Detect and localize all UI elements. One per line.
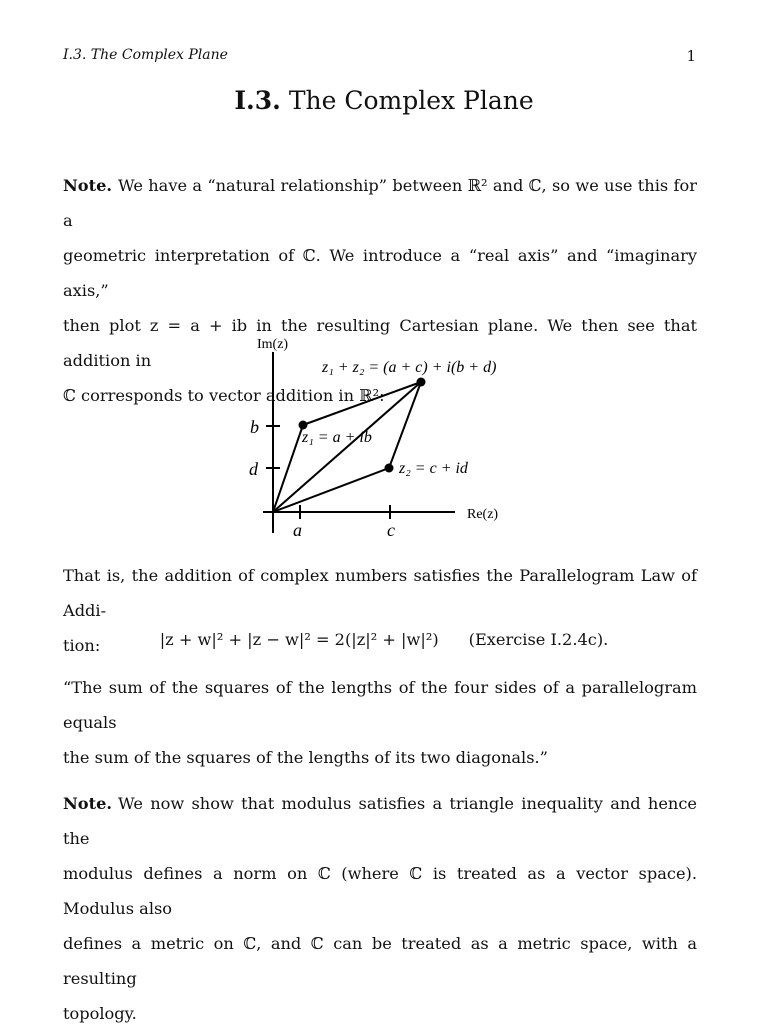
para1-line-1: We have a “natural relationship” between ℝ² and ℂ, so we use this for a xyxy=(63,176,697,230)
tick-a-label: a xyxy=(293,520,302,540)
section-number: I.3. xyxy=(234,86,281,115)
side-z1-sum xyxy=(303,382,421,425)
paragraph-note-2 xyxy=(63,786,697,1031)
para2-line-1: That is, the addition of complex numbers satisfies the Parallelogram Law of Addi- xyxy=(63,566,697,620)
point-z2 xyxy=(385,464,394,473)
para3-line-1: “The sum of the squares of the lengths of the four sides of a parallelogram equals xyxy=(63,678,697,732)
point-sum xyxy=(417,378,426,387)
page-number: 1 xyxy=(686,47,696,65)
equation-formula: |z + w|² + |z − w|² = 2(|z|² + |w|²) xyxy=(159,630,439,649)
running-header: I.3. The Complex Plane xyxy=(63,47,228,63)
para4-line-3: defines a metric on ℂ, and ℂ can be treated as a metric space, with a resulting xyxy=(63,934,697,988)
sum-label: z₁ + z₂ = (a + c) + i(b + d) xyxy=(322,359,497,376)
complex-plane-figure xyxy=(245,330,515,545)
para3-line-2: the sum of the squares of the lengths of its two diagonals.” xyxy=(63,748,548,767)
section-title-text: The Complex Plane xyxy=(288,86,534,115)
section-title xyxy=(0,86,768,115)
para4-line-2: modulus defines a norm on ℂ (where ℂ is treated as a vector space). Modulus also xyxy=(63,864,697,918)
im-axis-label: Im(z) xyxy=(257,337,289,352)
paragraph-quote xyxy=(63,670,697,775)
re-axis-label: Re(z) xyxy=(467,507,499,522)
para2-line-2: tion: xyxy=(63,636,101,655)
z2-label: z₂ = c + id xyxy=(399,460,468,477)
z1-label: z₁ = a + ib xyxy=(302,429,372,446)
para4-line-4: topology. xyxy=(63,1004,137,1023)
para1-line-3: then plot z = a + ib in the resulting Cartesian plane. We then see that addition in xyxy=(63,316,697,370)
note-label: Note. xyxy=(63,176,113,195)
vector-z2 xyxy=(273,468,389,512)
equation-reference: (Exercise I.2.4c). xyxy=(468,630,609,649)
para1-line-2: geometric interpretation of ℂ. We introduce a “real axis” and “imaginary axis,” xyxy=(63,246,697,300)
tick-b-label: b xyxy=(250,417,259,437)
para4-line-1: We now show that modulus satisfies a triangle inequality and hence the xyxy=(63,794,697,848)
note-label-2: Note. xyxy=(63,794,113,813)
tick-c-label: c xyxy=(387,520,395,540)
para1-line-4: ℂ corresponds to vector addition in ℝ²: xyxy=(63,386,385,405)
display-equation xyxy=(0,630,768,649)
tick-d-label: d xyxy=(249,459,258,479)
